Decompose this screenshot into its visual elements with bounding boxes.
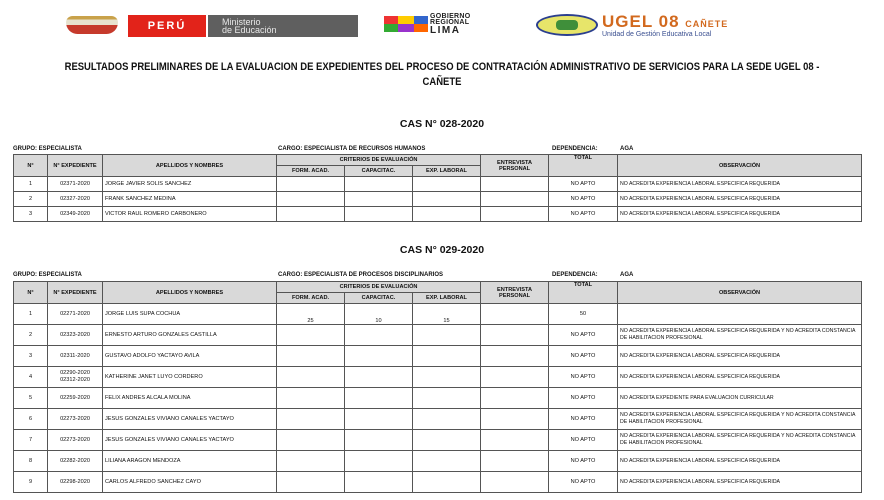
row-observacion: NO ACREDITA EXPERIENCIA LABORAL ESPECIFICA REQUERIDA [618,367,862,388]
ugel-subtitle: Unidad de Gestión Educativa Local [602,31,712,38]
row-exp-laboral [413,192,481,207]
row-nombre: CARLOS ALFREDO SANCHEZ CAYO [103,472,277,493]
table-row [14,409,862,430]
col-entrevista-line1: ENTREVISTA [497,159,533,166]
row-exp-laboral [413,430,481,451]
dependencia-value: AGA [620,146,634,152]
row-number: 8 [14,451,48,472]
row-observacion: NO ACREDITA EXPERIENCIA LABORAL ESPECIFICA REQUERIDA [618,192,862,207]
cargo-label: CARGO: ESPECIALISTA DE RECURSOS HUMANOS [278,146,426,152]
gore-line2: REGIONAL [430,19,470,26]
row-expediente-line1: 02290-2020 [60,370,90,376]
row-exp-laboral [413,409,481,430]
row-nombre: ERNESTO ARTURO GONZALES CASTILLA [103,325,277,346]
row-capacitac [345,192,413,207]
row-nombre: JORGE LUIS SUPA COCHUA [103,304,277,325]
row-exp-laboral [413,388,481,409]
dependencia-value: AGA [620,272,634,278]
table-row [14,207,862,222]
row-number: 6 [14,409,48,430]
row-total: NO APTO [549,388,618,409]
row-observacion: NO ACREDITA EXPERIENCIA LABORAL ESPECIFICA REQUERIDA [618,451,862,472]
row-nombre: JESUS GONZALES VIVIANO CANALES YACTAYO [103,409,277,430]
row-total: NO APTO [549,346,618,367]
row-entrevista [481,177,549,192]
row-exp-laboral [413,451,481,472]
row-entrevista [481,430,549,451]
dependencia-label: DEPENDENCIA: [552,272,598,278]
table-row [14,388,862,409]
row-capacitac [345,346,413,367]
table-row [14,192,862,207]
row-exp-laboral [413,177,481,192]
row-observacion: NO ACREDITA EXPERIENCIA LABORAL ESPECIFICA REQUERIDA Y NO ACREDITA CONSTANCIA DE HABILITACION PROFESIONAL [618,409,862,430]
cas-title: CAS N° 029-2020 [399,244,485,256]
col-observacion: OBSERVACIÓN [618,155,862,177]
gobierno-regional-icon [384,16,428,32]
row-total: NO APTO [549,177,618,192]
col-entrevista [481,282,549,304]
row-expediente: 02271-2020 [48,304,103,325]
row-total: NO APTO [549,430,618,451]
row-observacion: NO ACREDITA EXPERIENCIA LABORAL ESPECIFICA REQUERIDA [618,346,862,367]
row-observacion: NO ACREDITA EXPERIENCIA LABORAL ESPECIFICA REQUERIDA Y NO ACREDITA CONSTANCIA DE HABILITACION PROFESIONAL [618,430,862,451]
ministerio-line2: de Educación [222,25,277,35]
ugel-title-text: UGEL 08 [602,12,680,31]
row-entrevista [481,409,549,430]
row-entrevista [481,451,549,472]
row-capacitac: 10 [345,304,413,325]
row-expediente: 02371-2020 [48,177,103,192]
row-form-acad [277,207,345,222]
col-entrevista-line2: PERSONAL [498,292,531,299]
ugel-title-suffix: CAÑETE [685,19,729,29]
row-expediente: 02327-2020 [48,192,103,207]
row-expediente: 02298-2020 [48,472,103,493]
row-nombre: JORGE JAVIER SOLIS SANCHEZ [103,177,277,192]
gore-line1: GOBIERNO [430,13,471,20]
grupo-label: GRUPO: ESPECIALISTA [13,146,82,152]
results-table [13,281,862,493]
col-total: TOTAL [549,155,618,177]
row-exp-laboral [413,472,481,493]
row-observacion: NO ACREDITA EXPERIENCIA LABORAL ESPECIFICA REQUERIDA [618,207,862,222]
row-observacion: NO ACREDITA EXPERIENCIA LABORAL ESPECIFICA REQUERIDA Y NO ACREDITA CONSTANCIA DE HABILITACION PROFESIONAL [618,325,862,346]
col-total: TOTAL [549,282,618,304]
row-total: NO APTO [549,472,618,493]
row-number: 3 [14,207,48,222]
ministerio-line1: Ministerio [222,17,261,27]
row-entrevista [481,192,549,207]
row-entrevista [481,325,549,346]
row-entrevista [481,304,549,325]
col-num: N° [14,155,48,177]
row-exp-laboral [413,346,481,367]
row-capacitac [345,388,413,409]
row-nombre: GUSTAVO ADOLFO YACTAYO AVILA [103,346,277,367]
document-title-line2: CAÑETE [422,76,462,88]
row-entrevista [481,472,549,493]
col-criterios: CRITERIOS DE EVALUACIÓN [277,155,481,166]
row-expediente: 02349-2020 [48,207,103,222]
row-exp-laboral [413,325,481,346]
row-total: NO APTO [549,409,618,430]
row-form-acad [277,430,345,451]
row-exp-laboral [413,207,481,222]
ugel-logo-title [602,12,728,32]
col-form-acad: FORM. ACAD. [277,293,345,304]
table-row [14,472,862,493]
col-nombres: APELLIDOS Y NOMBRES [103,282,277,304]
row-observacion [618,304,862,325]
row-number: 4 [14,367,48,388]
row-nombre: JESUS GONZALES VIVIANO CANALES YACTAYO [103,430,277,451]
col-entrevista-line2: PERSONAL [498,165,531,172]
header-logos [0,0,884,50]
row-observacion: NO ACREDITA EXPEDIENTE PARA EVALUACION CURRICULAR [618,388,862,409]
row-number: 2 [14,325,48,346]
row-expediente: 02259-2020 [48,388,103,409]
row-capacitac [345,177,413,192]
row-capacitac [345,207,413,222]
gobierno-regional-logo [430,14,471,35]
row-expediente: 02311-2020 [48,346,103,367]
col-capacitac: CAPACITAC. [345,166,413,177]
row-capacitac [345,409,413,430]
row-capacitac [345,472,413,493]
row-form-acad [277,451,345,472]
row-total: 50 [549,304,618,325]
row-nombre: LILIANA ARAGON MENDOZA [103,451,277,472]
results-table [13,154,862,222]
col-exp-laboral: EXP. LABORAL [413,293,481,304]
row-nombre: FELIX ANDRES ALCALA MOLINA [103,388,277,409]
document-title [62,60,822,90]
grupo-label: GRUPO: ESPECIALISTA [13,272,82,278]
row-total: NO APTO [549,192,618,207]
col-entrevista-line1: ENTREVISTA [497,286,533,293]
row-expediente [48,367,103,388]
table-row [14,177,862,192]
row-form-acad: 25 [277,304,345,325]
row-entrevista [481,207,549,222]
cas-title: CAS N° 028-2020 [399,118,485,130]
row-number: 9 [14,472,48,493]
row-form-acad [277,325,345,346]
row-number: 5 [14,388,48,409]
col-nombres: APELLIDOS Y NOMBRES [103,155,277,177]
row-expediente: 02273-2020 [48,430,103,451]
row-number: 1 [14,177,48,192]
row-number: 7 [14,430,48,451]
row-total: NO APTO [549,207,618,222]
row-nombre: VICTOR RAUL ROMERO CARBONERO [103,207,277,222]
table-row [14,346,862,367]
row-expediente: 02273-2020 [48,409,103,430]
col-form-acad: FORM. ACAD. [277,166,345,177]
row-exp-laboral: 15 [413,304,481,325]
table-row [14,304,862,325]
row-form-acad [277,177,345,192]
col-entrevista [481,155,549,177]
gore-line3: LIMA [430,25,461,36]
row-form-acad [277,388,345,409]
col-num: N° [14,282,48,304]
col-criterios: CRITERIOS DE EVALUACIÓN [277,282,481,293]
row-total: NO APTO [549,325,618,346]
row-form-acad [277,409,345,430]
col-expediente: N° EXPEDIENTE [48,155,103,177]
row-exp-laboral [413,367,481,388]
table-row [14,451,862,472]
row-number: 2 [14,192,48,207]
table-row [14,367,862,388]
dependencia-label: DEPENDENCIA: [552,146,598,152]
col-expediente: N° EXPEDIENTE [48,282,103,304]
row-form-acad [277,346,345,367]
row-nombre: FRANK SANCHEZ MEDINA [103,192,277,207]
document-title-line1: RESULTADOS PRELIMINARES DE LA EVALUACION DE EXPEDIENTES DEL PROCESO DE CONTRATACIÓN ADMINISTRATIVO DE SERVICIOS PARA LA SEDE UGEL 08 - [64,61,820,73]
peru-logo: PERÚ [128,15,206,37]
col-capacitac: CAPACITAC. [345,293,413,304]
row-entrevista [481,367,549,388]
row-entrevista [481,346,549,367]
row-total: NO APTO [549,367,618,388]
row-number: 3 [14,346,48,367]
table-row [14,325,862,346]
row-form-acad [277,367,345,388]
row-observacion: NO ACREDITA EXPERIENCIA LABORAL ESPECIFICA REQUERIDA [618,472,862,493]
row-expediente: 02323-2020 [48,325,103,346]
row-number: 1 [14,304,48,325]
row-capacitac [345,367,413,388]
row-expediente: 02282-2020 [48,451,103,472]
row-entrevista [481,388,549,409]
row-form-acad [277,192,345,207]
escudo-nacional-icon [66,16,118,34]
col-exp-laboral: EXP. LABORAL [413,166,481,177]
row-total: NO APTO [549,451,618,472]
row-capacitac [345,451,413,472]
table-row [14,430,862,451]
row-form-acad [277,472,345,493]
ministerio-logo [208,15,358,37]
ugel-emblem-icon [536,14,598,36]
cargo-label: CARGO: ESPECIALISTA DE PROCESOS DISCIPLINARIOS [278,272,444,278]
row-nombre: KATHERINE JANET LUYO CORDERO [103,367,277,388]
row-capacitac [345,325,413,346]
row-expediente-line2: 02312-2020 [60,377,90,383]
row-capacitac [345,430,413,451]
row-observacion: NO ACREDITA EXPERIENCIA LABORAL ESPECIFICA REQUERIDA [618,177,862,192]
col-observacion: OBSERVACIÓN [618,282,862,304]
